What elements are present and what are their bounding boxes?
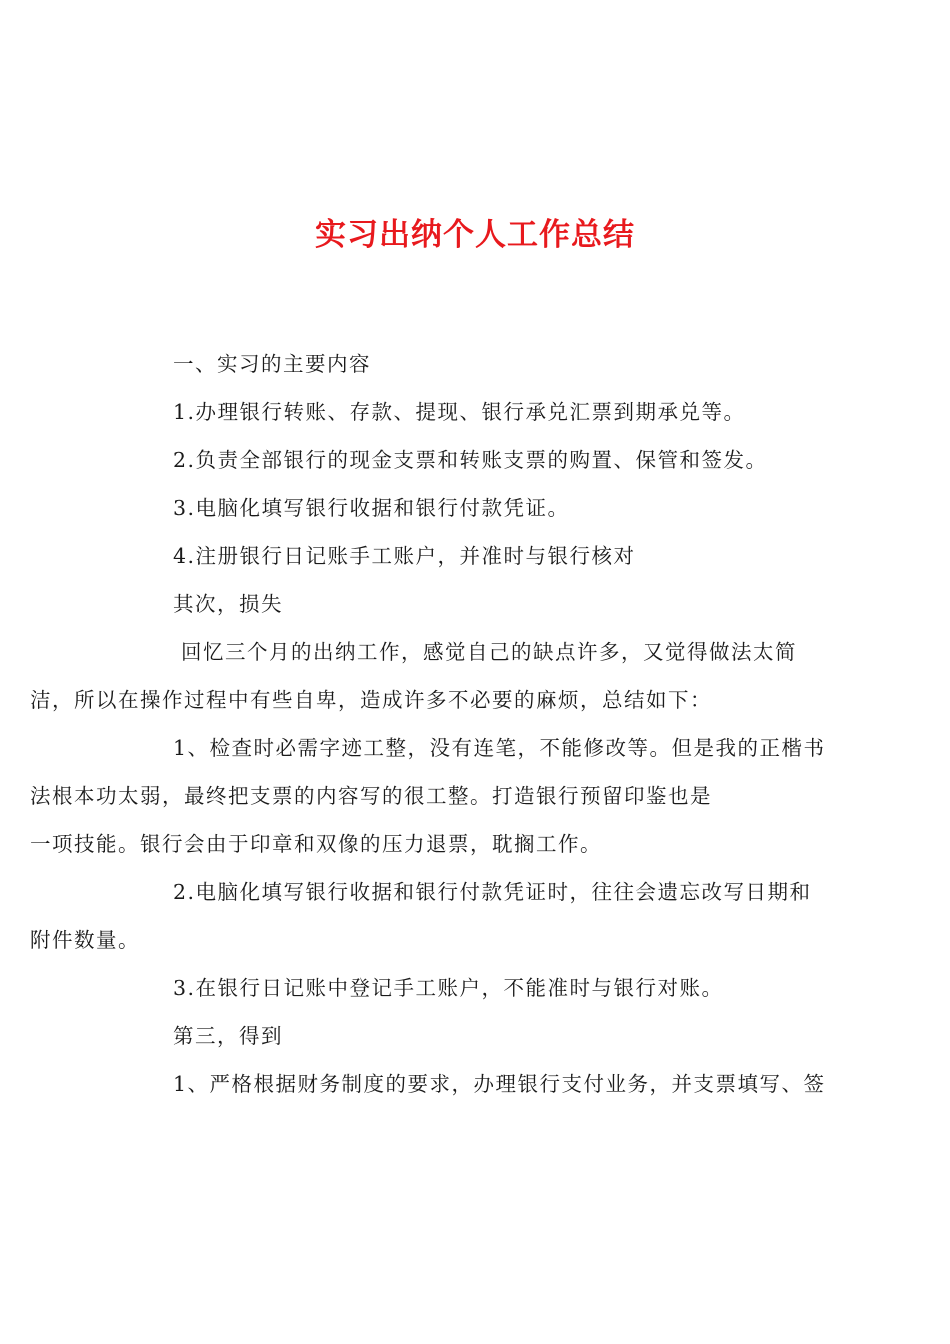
list-item: 2.负责全部银行的现金支票和转账支票的购置、保管和签发。	[173, 448, 768, 472]
section-heading-1: 一、实习的主要内容	[173, 352, 371, 376]
list-item: 1.办理银行转账、存款、提现、银行承兑汇票到期承兑等。	[173, 400, 746, 424]
paragraph-line: 附件数量。	[30, 928, 140, 952]
list-item: 4.注册银行日记账手工账户，并准时与银行核对	[173, 544, 636, 568]
paragraph	[30, 724, 833, 868]
document-title: 实习出纳个人工作总结	[315, 217, 635, 253]
document-body	[30, 340, 833, 1108]
section-heading-2: 其次，损失	[173, 592, 283, 616]
paragraph-line: 回忆三个月的出纳工作，感觉自己的缺点许多，又觉得做法太简	[181, 640, 797, 664]
list-item: 3.在银行日记账中登记手工账户，不能准时与银行对账。	[173, 976, 724, 1000]
paragraph-line: 2.电脑化填写银行收据和银行付款凭证时，往往会遗忘改写日期和	[173, 880, 812, 904]
paragraph	[30, 628, 833, 724]
paragraph-line: 1、检查时必需字迹工整，没有连笔，不能修改等。但是我的正楷书	[173, 736, 826, 760]
section-heading-3: 第三，得到	[173, 1024, 283, 1048]
list-item: 1、严格根据财务制度的要求，办理银行支付业务，并支票填写、签	[173, 1072, 826, 1096]
paragraph-line: 洁，所以在操作过程中有些自卑，造成许多不必要的麻烦，总结如下：	[30, 688, 712, 712]
paragraph-line: 法根本功太弱，最终把支票的内容写的很工整。打造银行预留印鉴也是	[30, 784, 712, 808]
paragraph	[30, 868, 833, 964]
paragraph-line: 一项技能。银行会由于印章和双像的压力退票，耽搁工作。	[30, 832, 602, 856]
list-item: 3.电脑化填写银行收据和银行付款凭证。	[173, 496, 570, 520]
